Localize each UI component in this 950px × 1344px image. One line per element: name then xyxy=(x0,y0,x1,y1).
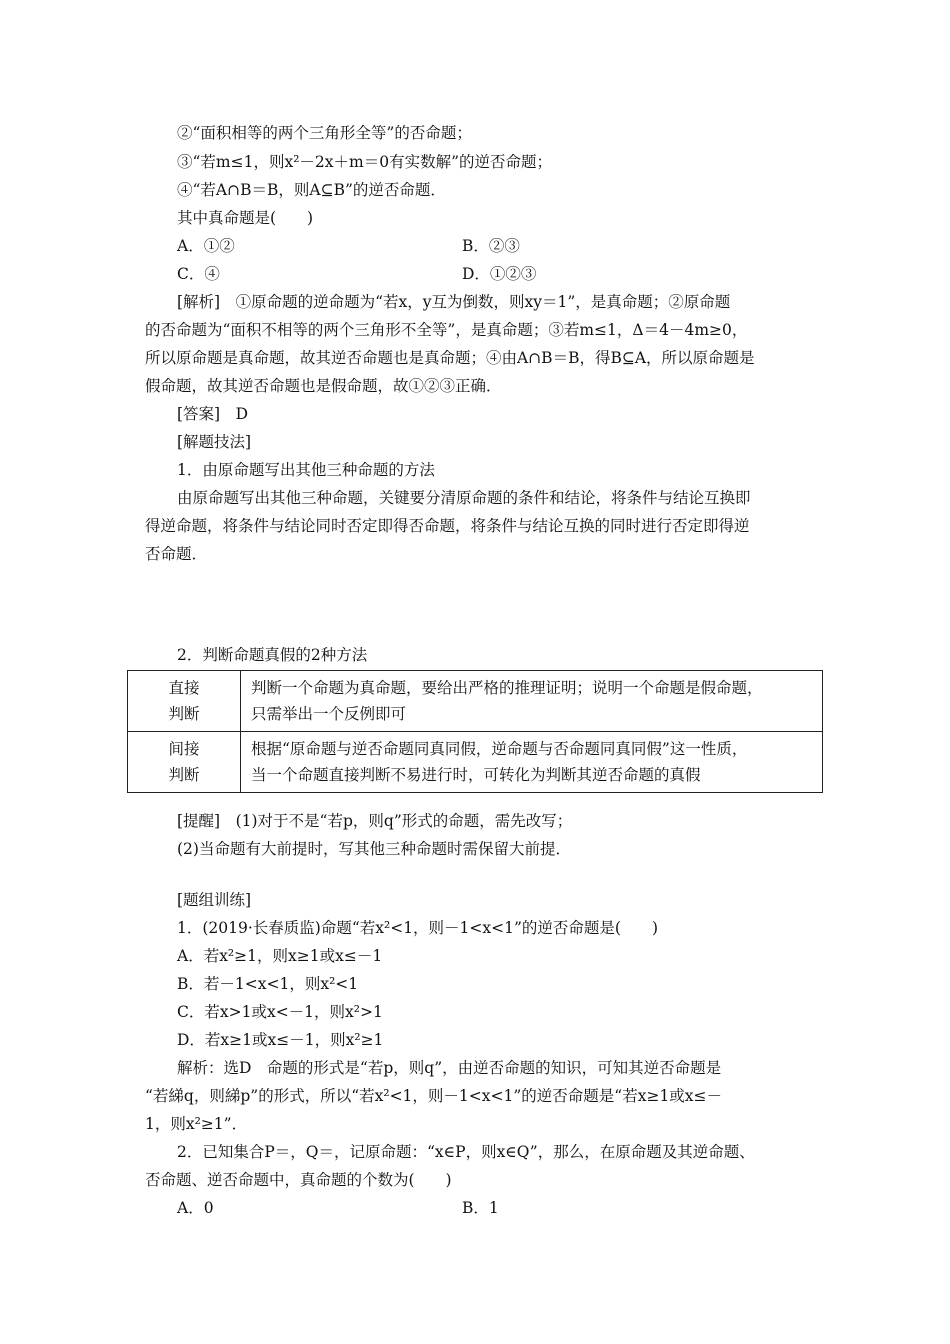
method1-line: 否命题． xyxy=(145,545,208,563)
practice-title: [题组训练] xyxy=(177,891,252,909)
methods-table xyxy=(127,670,823,793)
analysis-line: [解析] ①原命题的逆命题为“若x，y互为倒数，则xy＝1”，是真命题；②原命题 xyxy=(177,293,731,311)
question-stem: 其中真命题是( ) xyxy=(177,209,314,227)
p1-solution: 1，则x²≥1”． xyxy=(145,1115,248,1133)
answer: [答案] D xyxy=(177,405,249,423)
analysis-line: 假命题，故其逆否命题也是假命题，故①②③正确． xyxy=(145,377,502,395)
p2-option-a: A．0 xyxy=(177,1199,214,1217)
table-row xyxy=(128,671,823,732)
method-key: 间接 判断 xyxy=(128,732,241,793)
method1-line: 得逆命题，将条件与结论同时否定即得否命题，将条件与结论互换的同时进行否定即得逆 xyxy=(145,517,750,535)
item-3: ③“若m≤1，则x²－2x＋m＝0有实数解”的逆否命题； xyxy=(177,153,553,171)
p1-stem: 1．(2019·长春质监)命题“若x²<1，则－1<x<1”的逆否命题是( ) xyxy=(177,919,659,937)
option-c: C．④ xyxy=(177,265,220,283)
item-4: ④“若A∩B＝B，则A⊆B”的逆否命题． xyxy=(177,181,446,199)
analysis-line: 所以原命题是真命题，故其逆否命题也是真命题；④由A∩B＝B，得B⊆A，所以原命题是 xyxy=(145,349,755,367)
p1-option: D．若x≥1或x≤－1，则x²≥1 xyxy=(177,1031,384,1049)
technique-title: [解题技法] xyxy=(177,433,252,451)
p1-option: C．若x>1或x<－1，则x²>1 xyxy=(177,1003,383,1021)
method-desc: 判断一个命题为真命题，要给出严格的推理证明；说明一个命题是假命题， 只需举出一个反例即可 xyxy=(241,671,823,732)
p1-solution: “若綈q，则綈p”的形式，所以“若x²<1，则－1<x<1”的逆否命题是“若x≥1或x≤－ xyxy=(145,1087,723,1105)
analysis-line: 的否命题为“面积不相等的两个三角形不全等”，是真命题；③若m≤1，Δ＝4－4m≥0， xyxy=(145,321,748,339)
p2-stem: 2．已知集合P＝，Q＝，记原命题：“x∈P，则x∈Q”，那么，在原命题及其逆命题、 xyxy=(177,1143,755,1161)
option-d: D．①②③ xyxy=(462,265,537,283)
method1-line: 由原命题写出其他三种命题，关键要分清原命题的条件和结论，将条件与结论互换即 xyxy=(177,489,751,507)
p1-option: B．若－1<x<1，则x²<1 xyxy=(177,975,359,993)
p1-option: A．若x²≥1，则x≥1或x≤－1 xyxy=(177,947,383,965)
table-row xyxy=(128,732,823,793)
item-2: ②“面积相等的两个三角形全等”的否命题； xyxy=(177,124,472,142)
option-a: A．①② xyxy=(177,237,235,255)
reminder-line: [提醒] (1)对于不是“若p，则q”形式的命题，需先改写； xyxy=(177,812,573,830)
option-b: B．②③ xyxy=(462,237,520,255)
p2-option-b: B．1 xyxy=(462,1199,499,1217)
method-key: 直接 判断 xyxy=(128,671,241,732)
method2-title: 2．判断命题真假的2种方法 xyxy=(177,646,368,664)
p2-stem: 否命题、逆否命题中，真命题的个数为( ) xyxy=(145,1171,452,1189)
reminder-line: (2)当命题有大前提时，写其他三种命题时需保留大前提． xyxy=(177,840,571,858)
method-desc: 根据“原命题与逆否命题同真同假，逆命题与否命题同真同假”这一性质， 当一个命题直接判断不易进行时，可转化为判断其逆否命题的真假 xyxy=(241,732,823,793)
method1-title: 1．由原命题写出其他三种命题的方法 xyxy=(177,461,435,479)
p1-solution: 解析：选D 命题的形式是“若p，则q”，由逆否命题的知识，可知其逆否命题是 xyxy=(177,1059,722,1077)
